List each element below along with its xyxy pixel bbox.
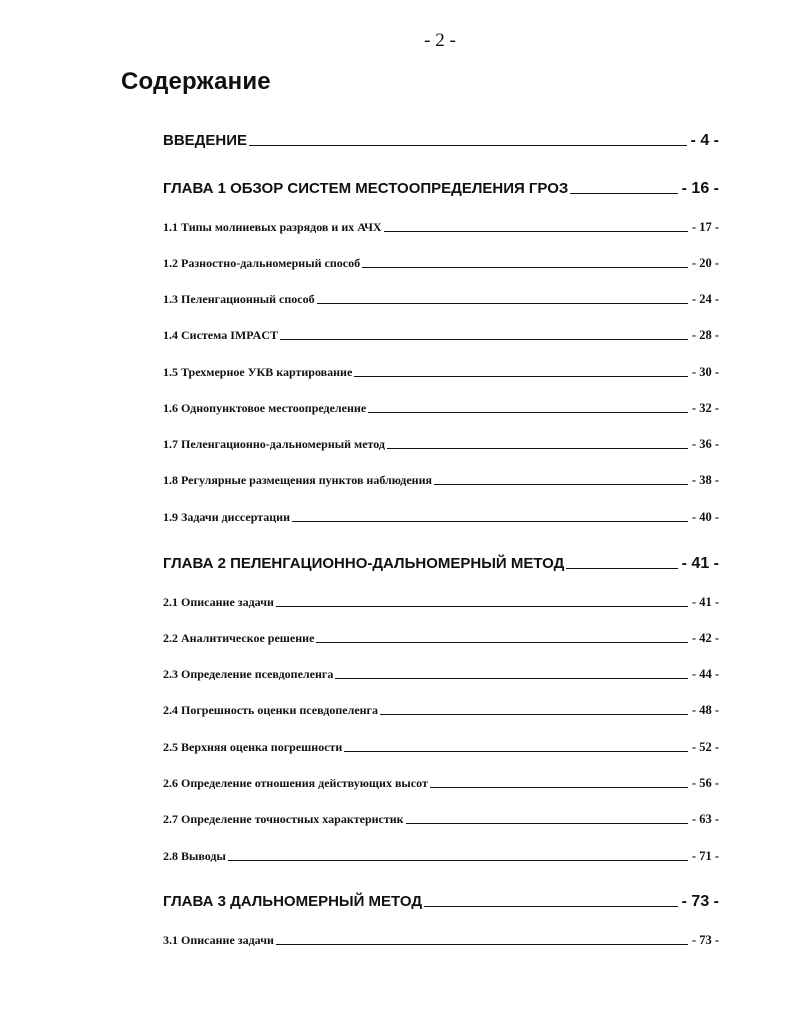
- leader-line: [249, 145, 687, 146]
- toc-entry-section-1-7: [163, 437, 719, 452]
- toc-entry-section-1-2: [163, 256, 719, 271]
- toc-entry-section-2-6: [163, 776, 719, 791]
- leader-line: [384, 231, 688, 232]
- toc-entry-section-1-9: [163, 510, 719, 525]
- toc-entry-page: - 63 -: [691, 812, 719, 826]
- leader-line: [368, 412, 688, 413]
- leader-line: [276, 606, 688, 607]
- leader-line: [434, 484, 688, 485]
- leader-line: [292, 521, 688, 522]
- leader-line: [228, 860, 688, 861]
- toc-entry-section-1-1: [163, 220, 719, 235]
- toc-entry-page: - 56 -: [691, 776, 719, 790]
- leader-line: [280, 339, 688, 340]
- toc-entry-label: 2.6 Определение отношения действующих высот: [163, 776, 428, 790]
- toc-entry-section-2-3: [163, 667, 719, 682]
- toc-entry-page: - 44 -: [691, 667, 719, 681]
- leader-line: [430, 787, 688, 788]
- toc-entry-chapter-3: [163, 893, 719, 911]
- leader-line: [354, 376, 688, 377]
- toc-entry-label: ГЛАВА 1 ОБЗОР СИСТЕМ МЕСТООПРЕДЕЛЕНИЯ ГРОЗ: [163, 180, 569, 197]
- toc-entry-page: - 30 -: [691, 365, 719, 379]
- toc-entry-page: - 40 -: [691, 510, 719, 524]
- toc-entry-page: - 32 -: [691, 401, 719, 415]
- toc-entry-label: 1.7 Пеленгационно-дальномерный метод: [163, 437, 386, 451]
- toc-entry-section-2-5: [163, 740, 719, 755]
- leader-line: [566, 568, 677, 569]
- toc-entry-page: - 71 -: [691, 849, 719, 863]
- leader-line: [406, 823, 688, 824]
- toc-entry-label: 2.1 Описание задачи: [163, 595, 274, 609]
- leader-line: [316, 642, 688, 643]
- toc-entry-page: - 41 -: [681, 555, 719, 572]
- toc-entry-introduction: [163, 132, 719, 150]
- toc-entry-label: 2.3 Определение псевдопеленга: [163, 667, 334, 681]
- toc-entry-label: 1.1 Типы молниевых разрядов и их АЧХ: [163, 220, 382, 234]
- toc-entry-label: 1.5 Трехмерное УКВ картирование: [163, 365, 353, 379]
- toc-entry-label: 1.4 Система IMPACT: [163, 328, 278, 342]
- toc-entry-chapter-1: [163, 180, 719, 198]
- toc-entry-page: - 17 -: [691, 220, 719, 234]
- toc-entry-page: - 52 -: [691, 740, 719, 754]
- toc-entry-label: 2.4 Погрешность оценки псевдопеленга: [163, 703, 379, 717]
- toc-entry-label: ГЛАВА 3 ДАЛЬНОМЕРНЫЙ МЕТОД: [163, 893, 423, 910]
- toc-entry-page: - 24 -: [691, 292, 719, 306]
- toc-entry-section-1-4: [163, 328, 719, 343]
- toc-entry-page: - 73 -: [681, 893, 719, 910]
- toc-entry-section-1-5: [163, 365, 719, 380]
- toc-entry-section-1-3: [163, 292, 719, 307]
- leader-line: [570, 193, 677, 194]
- leader-line: [276, 944, 688, 945]
- toc-entry-section-2-1: [163, 595, 719, 610]
- leader-line: [424, 906, 678, 907]
- toc-entry-page: - 48 -: [691, 703, 719, 717]
- toc-entry-page: - 41 -: [691, 595, 719, 609]
- toc-entry-section-2-2: [163, 631, 719, 646]
- toc-entry-label: 3.1 Описание задачи: [163, 933, 274, 947]
- toc-entry-page: - 28 -: [691, 328, 719, 342]
- leader-line: [380, 714, 688, 715]
- toc-entry-label: 2.8 Выводы: [163, 849, 226, 863]
- toc-entry-label: 2.5 Верхняя оценка погрешности: [163, 740, 343, 754]
- leader-line: [344, 751, 688, 752]
- page-title: Содержание: [121, 68, 271, 95]
- toc-entry-label: 1.2 Разностно-дальномерный способ: [163, 256, 361, 270]
- leader-line: [335, 678, 688, 679]
- toc-entry-label: 2.7 Определение точностных характеристик: [163, 812, 404, 826]
- toc-entry-section-3-1: [163, 933, 719, 948]
- toc-entry-label: 1.8 Регулярные размещения пунктов наблюдения: [163, 473, 432, 487]
- page-number: - 2 -: [424, 30, 456, 51]
- toc-entry-page: - 36 -: [691, 437, 719, 451]
- toc-entry-section-2-4: [163, 703, 719, 718]
- toc-entry-page: - 20 -: [691, 256, 719, 270]
- toc-entry-chapter-2: [163, 555, 719, 573]
- toc-entry-label: 1.6 Однопунктовое местоопределение: [163, 401, 367, 415]
- toc-entry-section-2-8: [163, 849, 719, 864]
- leader-line: [317, 303, 688, 304]
- toc-entry-page: - 73 -: [691, 933, 719, 947]
- toc-entry-label: 1.9 Задачи диссертации: [163, 510, 291, 524]
- toc-entry-label: ГЛАВА 2 ПЕЛЕНГАЦИОННО-ДАЛЬНОМЕРНЫЙ МЕТОД: [163, 555, 565, 572]
- toc-entry-page: - 38 -: [691, 473, 719, 487]
- toc-entry-page: - 16 -: [681, 180, 719, 197]
- toc-entry-label: ВВЕДЕНИЕ: [163, 132, 247, 149]
- toc-entry-section-1-8: [163, 473, 719, 488]
- toc-entry-section-1-6: [163, 401, 719, 416]
- leader-line: [387, 448, 688, 449]
- toc-entry-page: - 42 -: [691, 631, 719, 645]
- toc-entry-label: 2.2 Аналитическое решение: [163, 631, 315, 645]
- toc-entry-label: 1.3 Пеленгационный способ: [163, 292, 315, 306]
- leader-line: [362, 267, 688, 268]
- toc-entry-page: - 4 -: [690, 132, 719, 149]
- toc-entry-section-2-7: [163, 812, 719, 827]
